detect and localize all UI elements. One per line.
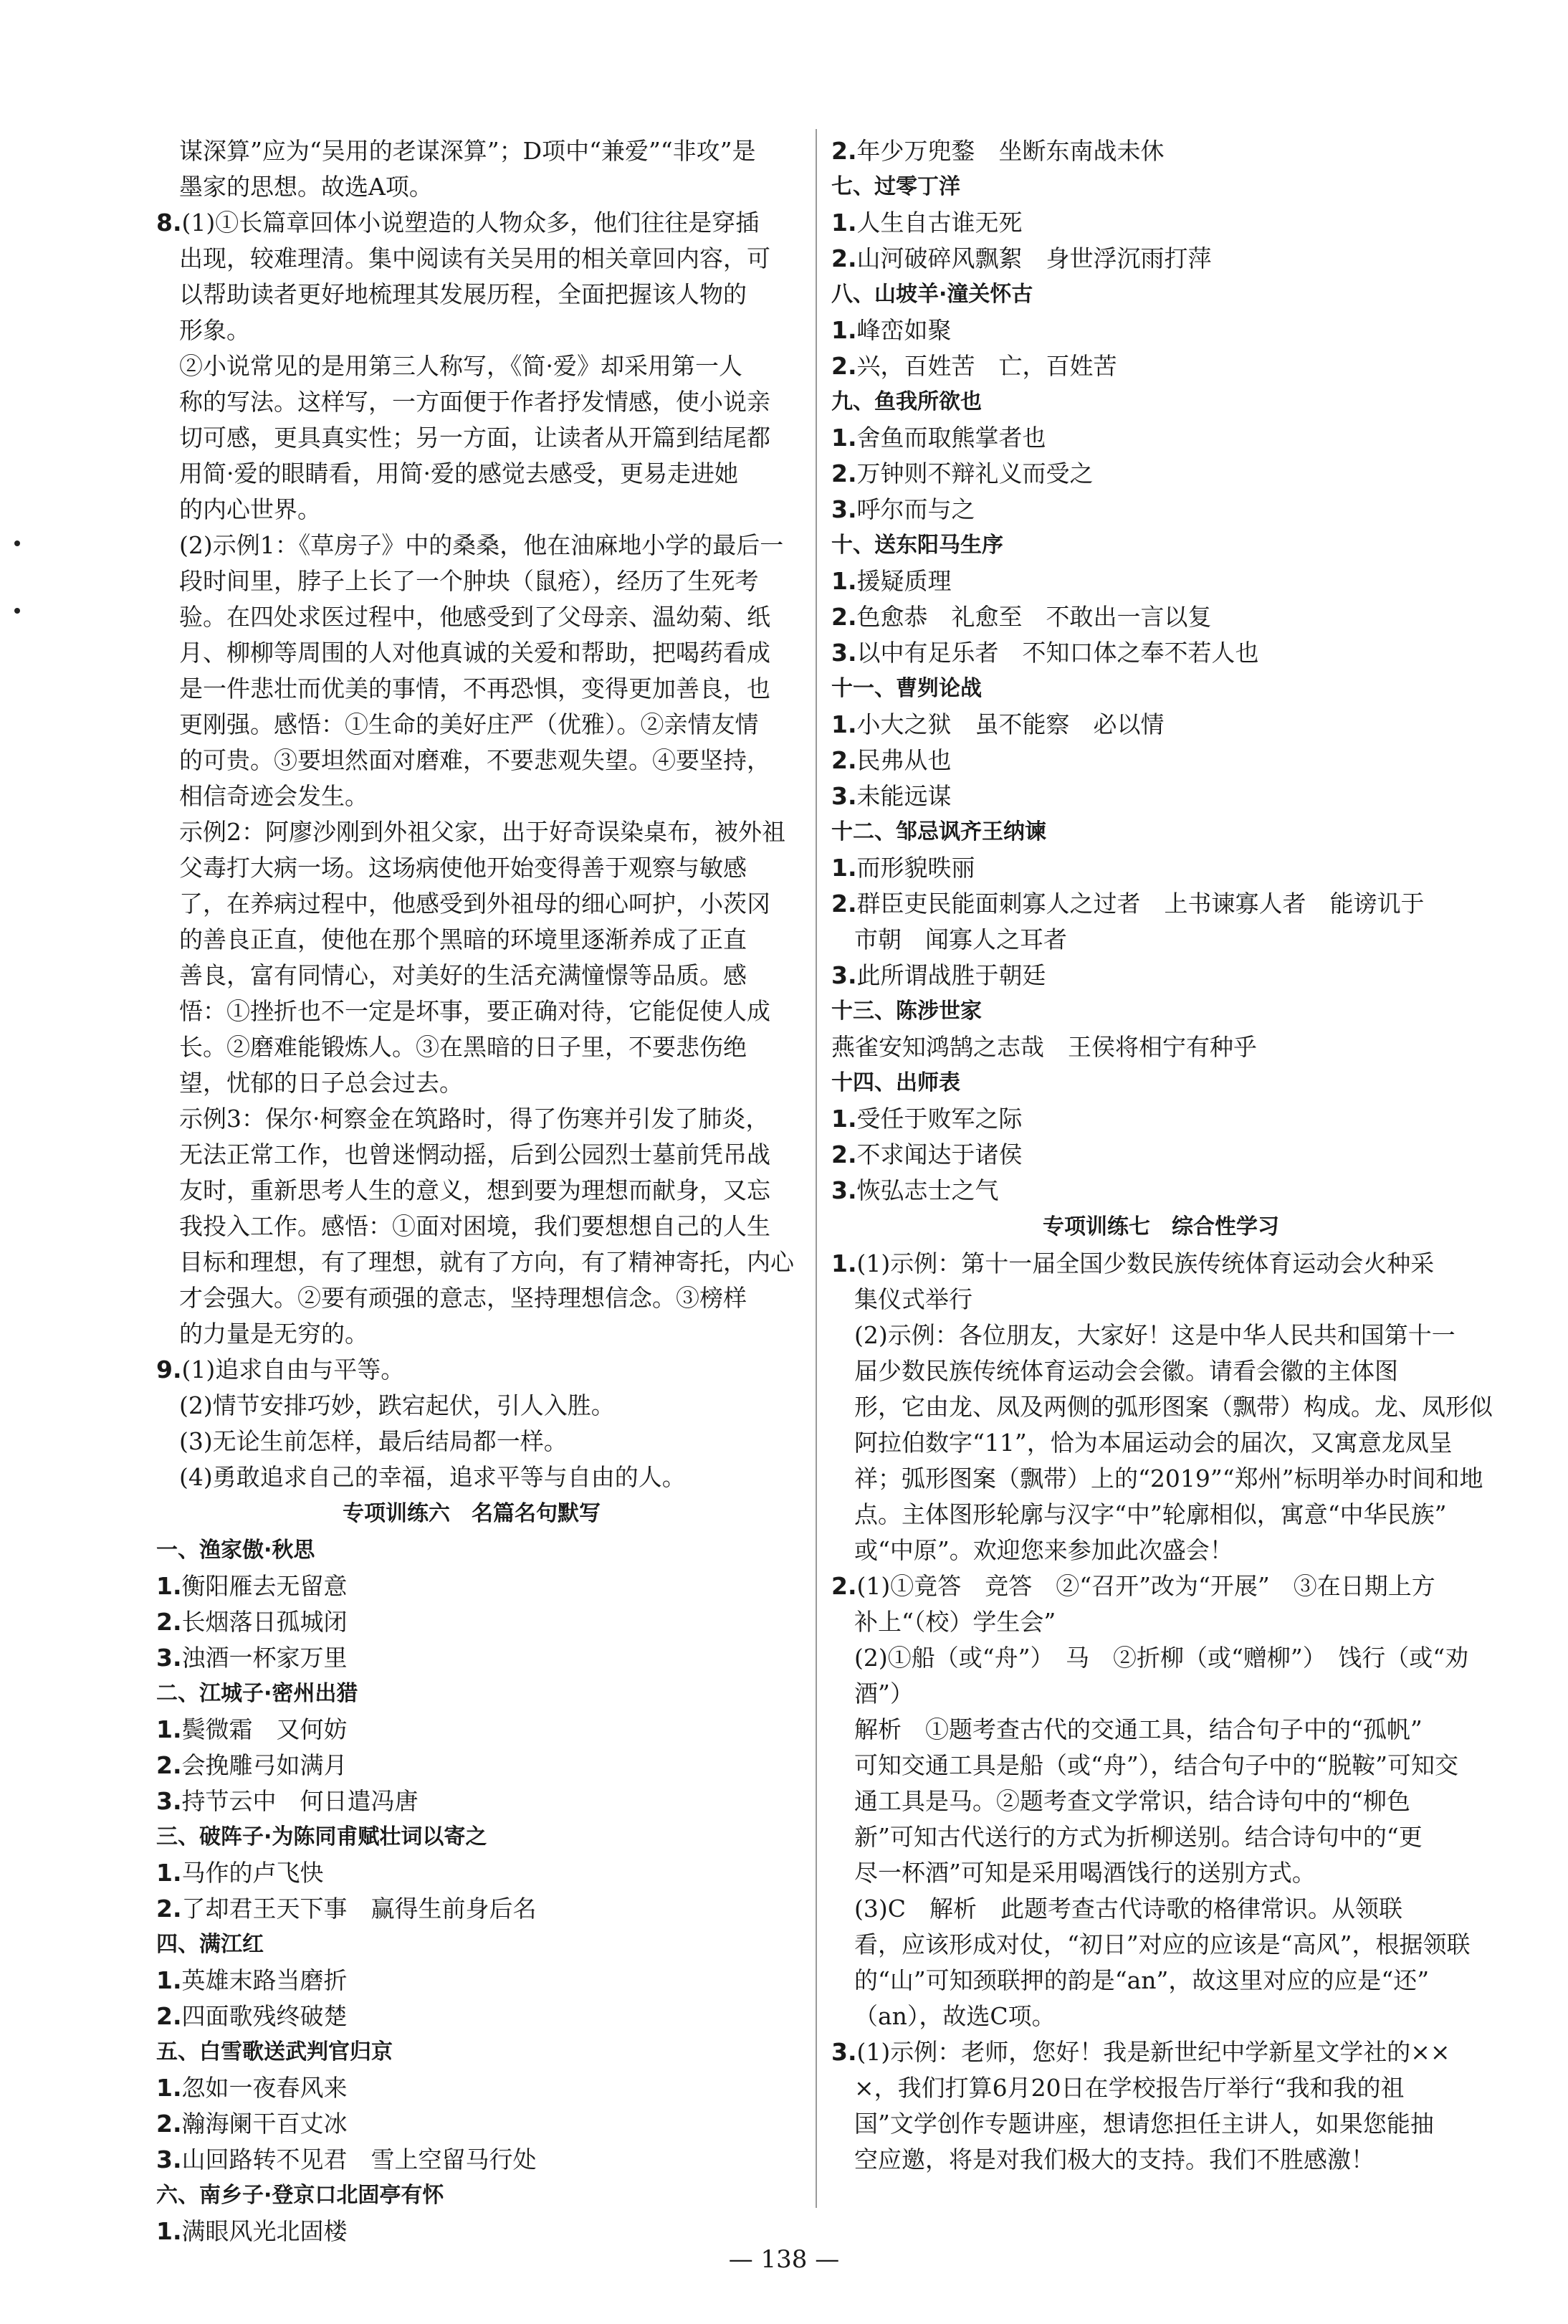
- answer-line: [156, 2106, 902, 2142]
- item-number: 3.: [831, 782, 857, 810]
- answer-text: 忽如一夜春风来: [181, 2074, 348, 2102]
- answer-line: [831, 1999, 1568, 2034]
- answer-line: [831, 420, 1568, 456]
- answer-line: [156, 348, 902, 384]
- answer-line: [156, 1855, 902, 1891]
- answer-line: [156, 169, 902, 205]
- answer-text: 解析 ①题考查古代的交通工具，结合句子中的“孤帆”: [854, 1715, 1423, 1743]
- answer-line: [831, 1784, 1568, 1819]
- answer-line: [831, 1819, 1568, 1855]
- answer-line: [831, 1389, 1568, 1425]
- answer-text: 用简·爱的眼睛看，用简·爱的感觉去感受，更易走进她: [179, 459, 738, 487]
- answer-line: [831, 1425, 1568, 1461]
- answer-text: 万钟则不辩礼义而受之: [856, 459, 1094, 487]
- answer-text: 长烟落日孤城闭: [181, 1608, 348, 1636]
- answer-text: 援疑质理: [856, 567, 952, 595]
- answer-line: [831, 2106, 1568, 2142]
- answer-text: (1)示例：第十一届全国少数民族传统体育运动会火种采: [856, 1249, 1435, 1277]
- answer-text: 新”可知古代送行的方式为折柳送别。结合诗句中的“更: [854, 1823, 1423, 1851]
- answer-text: 了，在养病过程中，他感受到外祖母的细心呵护，小茨冈: [179, 890, 770, 918]
- answer-text: 无法正常工作，也曾迷惘动摇，后到公园烈士墓前凭吊战: [179, 1140, 770, 1168]
- answer-line: [831, 1353, 1568, 1389]
- answer-text: 点。主体图形轮廓与汉字“中”轮廓相似，寓意“中华民族”: [854, 1500, 1447, 1528]
- item-number: 1.: [831, 1249, 857, 1277]
- answer-line: [156, 528, 902, 563]
- answer-line: [156, 1316, 902, 1352]
- answer-line: [831, 2034, 1568, 2070]
- answer-text: 持节云中 何日遣冯唐: [181, 1787, 419, 1815]
- answer-text: 燕雀安知鸿鹄之志哉 王侯将相宁有种乎: [831, 1033, 1257, 1061]
- answer-line: [156, 2142, 902, 2178]
- answer-line: [156, 886, 902, 922]
- poem-heading: 十四、出师表: [831, 1070, 960, 1095]
- answer-text: 是一件悲壮而优美的事情，不再恐惧，变得更加善良，也: [179, 675, 770, 703]
- item-number: 2.: [156, 2110, 182, 2138]
- answer-text: 鬓微霜 又何妨: [181, 1715, 348, 1743]
- answer-text: (1)①长篇章回体小说塑造的人物众多，他们往往是穿插: [181, 209, 760, 237]
- answer-text: (2)①船（或“舟”） 马 ②折柳（或“赠柳”） 饯行（或“劝: [854, 1644, 1469, 1672]
- answer-text: 补上“（校）学生会”: [854, 1608, 1056, 1636]
- answer-line: [831, 1461, 1568, 1497]
- answer-line: [156, 313, 902, 348]
- item-number: 1.: [831, 209, 857, 237]
- answer-text: （an），故选C项。: [854, 2002, 1056, 2030]
- answer-text: (2)示例1：《草房子》中的桑桑，他在油麻地小学的最后一: [179, 531, 784, 559]
- answer-line: [156, 1280, 902, 1316]
- answer-text: 或“中原”。欢迎您来参加此次盛会！: [854, 1536, 1233, 1564]
- answer-text: 悟：①挫折也不一定是坏事，要正确对待，它能促使人成: [179, 997, 770, 1025]
- answer-text: (2)情节安排巧妙，跌宕起伏，引人入胜。: [179, 1391, 615, 1419]
- answer-line: [156, 456, 902, 492]
- answer-text: 以中有足乐者 不知口体之奉不若人也: [856, 639, 1259, 667]
- item-number: 2.: [831, 1572, 857, 1600]
- answer-text: 可知交通工具是船（或“舟”），结合句子中的“脱鞍”可知交: [854, 1751, 1458, 1779]
- answer-text: 会挽雕弓如满月: [181, 1751, 348, 1779]
- answer-text: 不求闻达于诸侯: [856, 1140, 1023, 1168]
- poem-heading: 四、满江红: [156, 1932, 264, 1957]
- answer-text: 届少数民族传统体育运动会会徽。请看会徽的主体图: [854, 1357, 1398, 1385]
- answer-text: 切可感，更具真实性；另一方面，让读者从开篇到结尾都: [179, 424, 770, 452]
- item-number: 1.: [156, 1859, 182, 1887]
- answer-text: 马作的卢飞快: [181, 1859, 324, 1887]
- answer-text: 目标和理想，有了理想，就有了方向，有了精神寄托，内心: [179, 1248, 794, 1276]
- item-number: 3.: [156, 2146, 182, 2173]
- answer-text: 出现，较难理清。集中阅读有关吴用的相关章回内容，可: [179, 244, 770, 272]
- item-number: 2.: [156, 1751, 182, 1779]
- answer-line: [831, 922, 1568, 958]
- answer-text: 市朝 闻寡人之耳者: [854, 925, 1067, 953]
- answer-line: [831, 1173, 1568, 1209]
- item-number: 3.: [831, 1176, 857, 1204]
- item-number: 2.: [831, 137, 857, 165]
- answer-text: (1)追求自由与平等。: [181, 1356, 405, 1384]
- answer-line: [156, 1137, 902, 1173]
- poem-heading: 七、过零丁洋: [831, 174, 960, 199]
- answer-line: [831, 133, 1568, 169]
- answer-line: [831, 886, 1568, 922]
- margin-dot: [14, 608, 20, 614]
- answer-line: [156, 1963, 902, 1999]
- answer-line: [156, 2214, 902, 2249]
- item-number: 1.: [156, 2217, 182, 2245]
- section-heading: 专项训练六 名篇名句默写: [343, 1501, 601, 1526]
- answer-text: 才会强大。②要有顽强的意志，坚持理想信念。③榜样: [179, 1284, 747, 1312]
- answer-line: [831, 1927, 1568, 1963]
- answer-line: [831, 1855, 1568, 1891]
- answer-line: [831, 348, 1568, 384]
- poem-heading: 九、鱼我所欲也: [831, 389, 982, 414]
- answer-text: 小大之狱 虽不能察 必以情: [856, 710, 1165, 738]
- poem-heading: 八、山坡羊·潼关怀古: [831, 282, 1033, 307]
- answer-text: 验。在四处求医过程中，他感受到了父母亲、温幼菊、纸: [179, 603, 770, 631]
- poem-heading: 十一、曹刿论战: [831, 676, 982, 701]
- answer-text: (1)①竟答 竞答 ②“召开”改为“开展” ③在日期上方: [856, 1572, 1435, 1600]
- answer-line: [831, 2070, 1568, 2106]
- answer-text: 兴，百姓苦 亡，百姓苦: [856, 352, 1117, 380]
- item-number: 9.: [156, 1356, 182, 1384]
- right-column: [831, 133, 1568, 2178]
- answer-text: 的善良正直，使他在那个黑暗的环境里逐渐养成了正直: [179, 925, 747, 953]
- answer-line: [156, 958, 902, 994]
- answer-text: 祥；弧形图案（飘带）上的“2019”“郑州”标明举办时间和地: [854, 1465, 1483, 1492]
- answer-line: [156, 1173, 902, 1209]
- answer-line: [156, 1712, 902, 1748]
- item-number: 1.: [831, 567, 857, 595]
- answer-line: [831, 1568, 1568, 1604]
- poem-heading: 十、送东阳马生序: [831, 533, 1003, 558]
- answer-line: [831, 1891, 1568, 1927]
- answer-line: [831, 778, 1568, 814]
- answer-text: 相信奇迹会发生。: [179, 782, 368, 810]
- answer-line: [156, 1640, 902, 1676]
- answer-line: [156, 814, 902, 850]
- item-number: 1.: [831, 424, 857, 452]
- answer-line: [831, 1137, 1568, 1173]
- item-number: 1.: [156, 1572, 182, 1600]
- answer-text: 此所谓战胜于朝廷: [856, 961, 1046, 989]
- item-number: 3.: [831, 495, 857, 523]
- poem-heading: 五、白雪歌送武判官归京: [156, 2039, 393, 2065]
- answer-text: 的“山”可知颈联押的韵是“an”，故这里对应的应是“还”: [854, 1966, 1430, 1994]
- answer-text: 国”文学创作专题讲座，想请您担任主讲人，如果您能抽: [854, 2110, 1434, 2138]
- answer-line: [831, 1963, 1568, 1999]
- answer-line: [156, 420, 902, 456]
- answer-text: 酒”）: [854, 1680, 914, 1708]
- item-number: 1.: [831, 316, 857, 344]
- poem-heading: 一、渔家傲·秋思: [156, 1538, 315, 1563]
- answer-text: 示例2：阿廖沙刚到外祖父家，出于好奇误染桌布，被外祖: [179, 818, 785, 846]
- item-number: 1.: [831, 1105, 857, 1133]
- answer-line: [156, 563, 902, 599]
- answer-line: [156, 133, 902, 169]
- answer-text: 山回路转不见君 雪上空留马行处: [181, 2146, 537, 2173]
- answer-text: 满眼风光北固楼: [181, 2217, 348, 2245]
- answer-text: 阿拉伯数字“11”，恰为本届运动会的届次，又寓意龙凤呈: [854, 1429, 1453, 1457]
- answer-text: 我投入工作。感悟：①面对困境，我们要想想自己的人生: [179, 1212, 770, 1240]
- answer-line: [156, 1352, 902, 1388]
- answer-line: [831, 635, 1568, 671]
- answer-line: [156, 1459, 902, 1495]
- answer-text: 集仪式举行: [854, 1285, 972, 1313]
- item-number: 3.: [831, 961, 857, 989]
- answer-line: [831, 958, 1568, 994]
- answer-text: 形，它由龙、凤及两侧的弧形图案（飘带）构成。龙、凤形似: [854, 1393, 1493, 1421]
- answer-text: 形象。: [179, 316, 250, 344]
- answer-line: [831, 1748, 1568, 1784]
- left-column: [156, 133, 902, 2249]
- answer-text: 善良，富有同情心，对美好的生活充满憧憬等品质。感: [179, 961, 747, 989]
- margin-dot: [14, 540, 20, 546]
- poem-heading: 十三、陈涉世家: [831, 999, 982, 1024]
- item-number: 8.: [156, 209, 182, 237]
- answer-text: 未能远谋: [856, 782, 952, 810]
- answer-text: 看，应该形成对仗，“初日”对应的应该是“高风”，根据领联: [854, 1930, 1471, 1958]
- answer-text: 谋深算”应为“吴用的老谋深算”；D项中“兼爱”“非攻”是: [179, 137, 756, 165]
- item-number: 3.: [831, 2038, 857, 2066]
- answer-line: [831, 1604, 1568, 1640]
- answer-text: 示例3：保尔·柯察金在筑路时，得了伤寒并引发了肺炎，: [179, 1105, 770, 1133]
- answer-text: 以帮助读者更好地梳理其发展历程，全面把握该人物的: [179, 280, 747, 308]
- answer-line: [156, 241, 902, 277]
- answer-text: 四面歌残终破楚: [181, 2002, 348, 2030]
- item-number: 2.: [156, 2002, 182, 2030]
- answer-text: 的可贵。③要坦然面对磨难，不要悲观失望。④要坚持，: [179, 746, 770, 774]
- poem-heading: 二、江城子·密州出猎: [156, 1681, 358, 1706]
- item-number: 3.: [831, 639, 857, 667]
- answer-line: [831, 313, 1568, 348]
- answer-line: [831, 1101, 1568, 1137]
- answer-line: [156, 635, 902, 671]
- answer-line: [831, 1712, 1568, 1748]
- answer-text: 空应邀，将是对我们极大的支持。我们不胜感激！: [854, 2146, 1375, 2173]
- answer-line: [156, 1065, 902, 1101]
- answer-line: [156, 1891, 902, 1927]
- item-number: 2.: [831, 459, 857, 487]
- item-number: 2.: [831, 244, 857, 272]
- answer-line: [156, 850, 902, 886]
- answer-line: [156, 1244, 902, 1280]
- answer-text: (1)示例：老师，您好！我是新世纪中学新星文学社的××: [856, 2038, 1450, 2066]
- answer-text: (3)C 解析 此题考查古代诗歌的格律常识。从领联: [854, 1895, 1402, 1923]
- item-number: 1.: [831, 854, 857, 882]
- answer-text: 称的写法。这样写，一方面便于作者抒发情感，使小说亲: [179, 388, 770, 416]
- answer-line: [156, 1101, 902, 1137]
- poem-heading: 三、破阵子·为陈同甫赋壮词以寄之: [156, 1824, 487, 1849]
- item-number: 2.: [831, 352, 857, 380]
- answer-line: [156, 1424, 902, 1459]
- answer-text: 群臣吏民能面刺寡人之过者 上书谏寡人者 能谤讥于: [856, 890, 1425, 918]
- item-number: 3.: [156, 1644, 182, 1672]
- answer-text: (2)示例：各位朋友，大家好！这是中华人民共和国第十一: [854, 1321, 1455, 1349]
- answer-text: 的力量是无穷的。: [179, 1320, 368, 1348]
- answer-line: [831, 1497, 1568, 1533]
- answer-line: [156, 743, 902, 778]
- answer-line: [831, 205, 1568, 241]
- item-number: 3.: [156, 1787, 182, 1815]
- answer-line: [831, 563, 1568, 599]
- answer-text: 通工具是马。②题考查文学常识，结合诗句中的“柳色: [854, 1787, 1410, 1815]
- answer-text: 民弗从也: [856, 746, 952, 774]
- poem-heading: 六、南乡子·登京口北固亭有怀: [156, 2183, 444, 2208]
- answer-line: [831, 492, 1568, 528]
- item-number: 2.: [831, 1140, 857, 1168]
- answer-line: [831, 599, 1568, 635]
- answer-line: [831, 1676, 1568, 1712]
- answer-line: [831, 1282, 1568, 1318]
- answer-line: [156, 277, 902, 313]
- answer-text: ×，我们打算6月20日在学校报告厅举行“我和我的祖: [854, 2074, 1405, 2102]
- answer-text: 年少万兜鍪 坐断东南战未休: [856, 137, 1165, 165]
- item-number: 1.: [831, 710, 857, 738]
- answer-line: [156, 599, 902, 635]
- answer-text: 了却君王天下事 赢得生前身后名: [181, 1895, 537, 1923]
- answer-text: (3)无论生前怎样，最后结局都一样。: [179, 1427, 568, 1455]
- answer-line: [156, 2070, 902, 2106]
- answer-line: [156, 384, 902, 420]
- item-number: 1.: [156, 2074, 182, 2102]
- answer-line: [831, 707, 1568, 743]
- answer-text: 而形貌昳丽: [856, 854, 975, 882]
- answer-line: [831, 456, 1568, 492]
- answer-text: 尽一杯酒”可知是采用喝酒饯行的送别方式。: [854, 1859, 1316, 1887]
- answer-line: [156, 707, 902, 743]
- answer-text: 衡阳雁去无留意: [181, 1572, 348, 1600]
- poem-heading: 十二、邹忌讽齐王纳谏: [831, 819, 1046, 844]
- answer-line: [831, 850, 1568, 886]
- answer-line: [831, 1640, 1568, 1676]
- item-number: 2.: [831, 890, 857, 918]
- answer-text: 色愈恭 礼愈至 不敢出一言以复: [856, 603, 1212, 631]
- item-number: 2.: [831, 746, 857, 774]
- item-number: 2.: [156, 1608, 182, 1636]
- answer-text: 月、柳柳等周围的人对他真诚的关爱和帮助，把喝药看成: [179, 639, 770, 667]
- answer-line: [831, 241, 1568, 277]
- answer-line: [831, 1246, 1568, 1282]
- section-heading: 专项训练七 综合性学习: [1043, 1214, 1279, 1239]
- answer-text: 呼尔而与之: [856, 495, 975, 523]
- answer-line: [156, 778, 902, 814]
- answer-line: [156, 671, 902, 707]
- answer-line: [156, 1748, 902, 1784]
- answer-text: 父毒打大病一场。这场病使他开始变得善于观察与敏感: [179, 854, 747, 882]
- answer-text: 峰峦如聚: [856, 316, 952, 344]
- answer-text: ②小说常见的是用第三人称写，《简·爱》却采用第一人: [179, 352, 742, 380]
- answer-line: [156, 492, 902, 528]
- answer-line: [156, 994, 902, 1029]
- answer-line: [831, 1318, 1568, 1353]
- answer-line: [831, 1029, 1568, 1065]
- answer-line: [156, 1604, 902, 1640]
- answer-text: 段时间里，脖子上长了一个肿块（鼠疮），经历了生死考: [179, 567, 759, 595]
- answer-line: [156, 1999, 902, 2034]
- answer-text: 望，忧郁的日子总会过去。: [179, 1069, 463, 1097]
- answer-line: [156, 1209, 902, 1244]
- item-number: 2.: [156, 1895, 182, 1923]
- answer-text: 人生自古谁无死: [856, 209, 1023, 237]
- answer-text: 的内心世界。: [179, 495, 321, 523]
- item-number: 1.: [156, 1966, 182, 1994]
- answer-line: [156, 922, 902, 958]
- answer-text: 更刚强。感悟：①生命的美好庄严（优雅）。②亲情友情: [179, 710, 759, 738]
- answer-text: (4)勇敢追求自己的幸福，追求平等与自由的人。: [179, 1463, 686, 1491]
- answer-text: 长。②磨难能锻炼人。③在黑暗的日子里，不要悲伤绝: [179, 1033, 747, 1061]
- answer-line: [831, 1533, 1568, 1568]
- answer-line: [156, 1388, 902, 1424]
- answer-text: 舍鱼而取熊掌者也: [856, 424, 1046, 452]
- answer-text: 恢弘志士之气: [856, 1176, 999, 1204]
- answer-line: [156, 205, 902, 241]
- answer-text: 浊酒一杯家万里: [181, 1644, 348, 1672]
- answer-text: 英雄末路当磨折: [181, 1966, 348, 1994]
- answer-line: [156, 1784, 902, 1819]
- answer-text: 受任于败军之际: [856, 1105, 1023, 1133]
- item-number: 2.: [831, 603, 857, 631]
- answer-text: 友时，重新思考人生的意义，想到要为理想而献身，又忘: [179, 1176, 770, 1204]
- item-number: 1.: [156, 1715, 182, 1743]
- answer-text: 山河破碎风飘絮 身世浮沉雨打萍: [856, 244, 1212, 272]
- answer-line: [831, 2142, 1568, 2178]
- page-number: — 138 —: [728, 2245, 840, 2274]
- answer-line: [156, 1568, 902, 1604]
- answer-line: [831, 743, 1568, 778]
- answer-text: 瀚海阑干百丈冰: [181, 2110, 348, 2138]
- answer-text: 墨家的思想。故选A项。: [179, 173, 433, 201]
- answer-line: [156, 1029, 902, 1065]
